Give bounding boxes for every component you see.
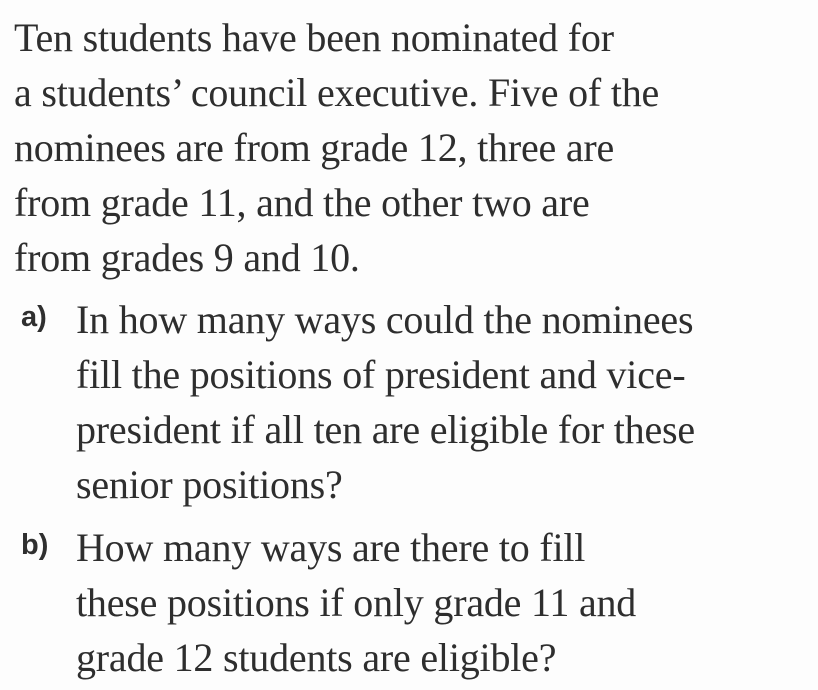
part-a-line: In how many ways could the nominees xyxy=(76,297,694,342)
problem-intro xyxy=(14,10,804,285)
part-a-text xyxy=(76,292,811,512)
part-b-label: b) xyxy=(21,529,49,561)
part-b-line: grade 12 students are eligible? xyxy=(76,635,557,680)
intro-line: from grade 11, and the other two are xyxy=(14,180,590,225)
part-b-line: these positions if only grade 11 and xyxy=(76,580,637,625)
part-b-text xyxy=(76,520,811,685)
part-a-line: president if all ten are eligible for these xyxy=(76,407,695,452)
part-a-label: a) xyxy=(21,301,47,333)
part-a-line: fill the positions of president and vice- xyxy=(76,352,686,397)
intro-line: Ten students have been nominated for xyxy=(14,15,614,60)
intro-line: from grades 9 and 10. xyxy=(14,235,360,280)
part-a-line: senior positions? xyxy=(76,462,343,507)
intro-line: nominees are from grade 12, three are xyxy=(14,125,615,170)
intro-line: a students’ council executive. Five of the xyxy=(14,70,660,115)
part-b-line: How many ways are there to fill xyxy=(76,525,586,570)
